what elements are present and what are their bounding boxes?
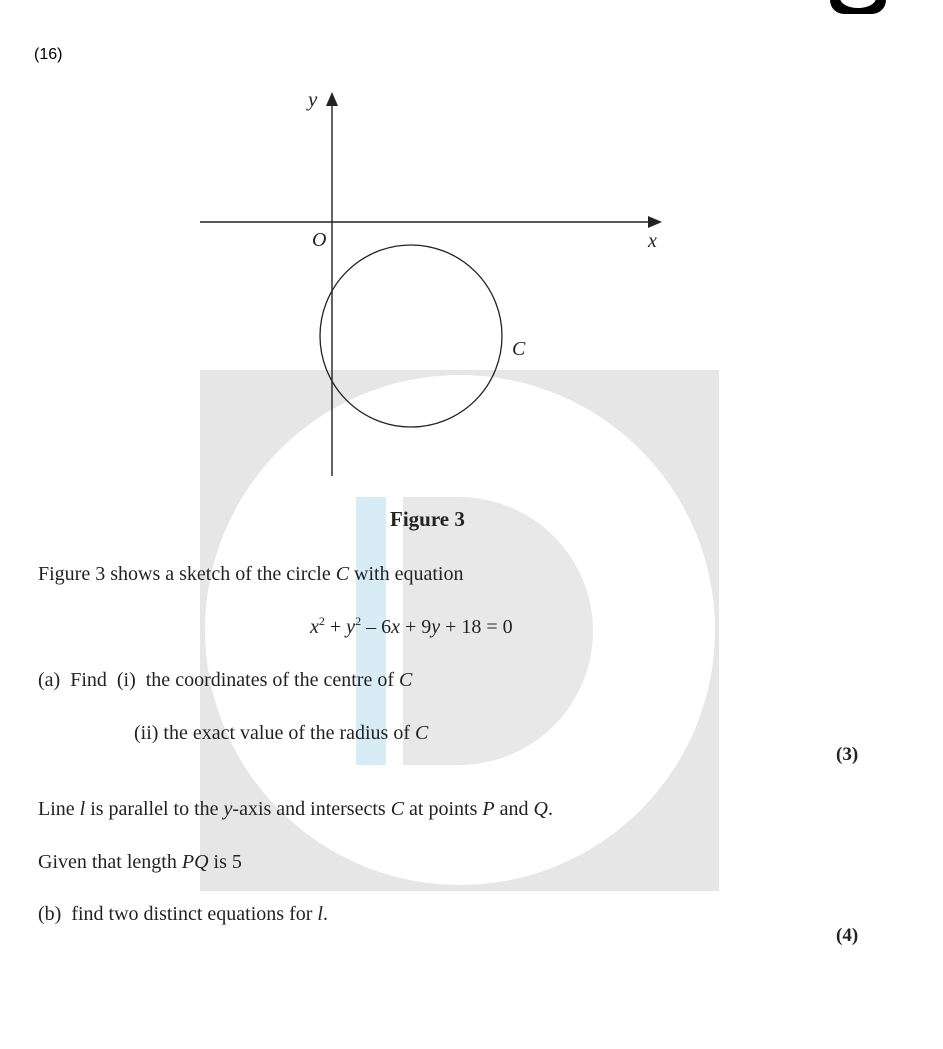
circle-diagram xyxy=(190,80,680,480)
part-b-marks: (4) xyxy=(836,925,859,946)
figure-caption: Figure 3 xyxy=(390,507,465,531)
corner-logo-icon xyxy=(830,0,886,14)
intro-text: Figure 3 shows a sketch of the circle C with equation xyxy=(38,563,464,585)
given-length: Given that length PQ is 5 xyxy=(38,851,242,873)
circle-label: C xyxy=(512,338,526,360)
circle-c xyxy=(320,245,502,427)
x-axis-arrow xyxy=(648,216,662,228)
part-a-i: (a) Find (i) the coordinates of the centre of C xyxy=(38,669,413,691)
x-axis-label: x xyxy=(648,230,657,252)
part-a-marks: (3) xyxy=(836,744,859,765)
part-a-ii: (ii) the exact value of the radius of C xyxy=(134,722,429,744)
origin-label: O xyxy=(312,229,327,251)
y-axis-arrow xyxy=(326,92,338,106)
circle-equation: $x^2 + y^2 - 6x + 9y + 18 = 0$ xyxy=(310,614,513,638)
part-b: (b) find two distinct equations for l. xyxy=(38,903,328,925)
y-axis-label: y xyxy=(308,87,318,111)
line-l-description: Line l is parallel to the y-axis and intersects C at points P and Q. xyxy=(38,798,553,820)
question-number: (16) xyxy=(34,46,63,63)
